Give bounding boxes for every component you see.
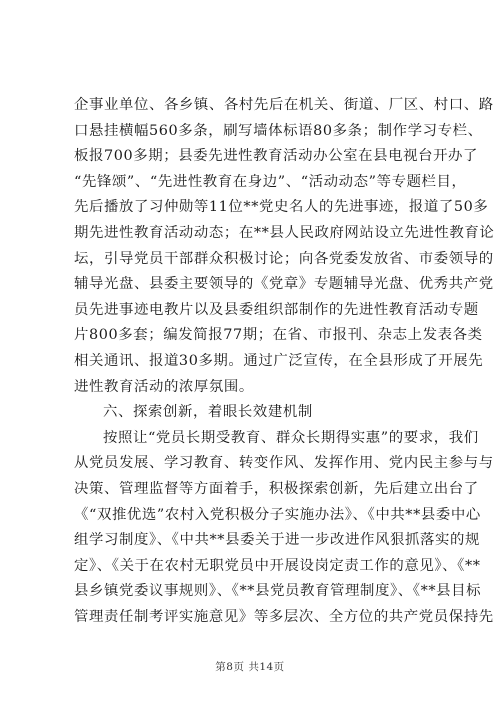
- paragraph-line: 《“双推优选”农村入党积极分子实施办法》、《中共**县委中心: [74, 506, 481, 523]
- paragraph-line: 组学习制度》、《中共**县委关于进一步改进作风狠抓落实的规: [74, 532, 480, 549]
- paragraph-line: 期先进性教育活动动态；在**县人民政府网站设立先进性教育论: [74, 224, 495, 241]
- page-number-footer: 第8页 共14页: [215, 661, 285, 673]
- paragraph-line: 板报700多期；县委先进性教育活动办公室在县电视台开办了: [74, 148, 479, 165]
- paragraph-line: “先锋颂”、“先进性教育在身边”、“活动动态”等专题栏目，: [74, 173, 467, 190]
- paragraph-line: 相关通讯、报道30多期。通过广泛宣传，在全县形成了开展先: [74, 352, 484, 369]
- section-heading: 六、探索创新，着眼长效建机制: [103, 404, 313, 421]
- paragraph-line: 县乡镇党委议事规则》、《**县党员教育管理制度》、《**县目标: [74, 583, 482, 600]
- paragraph-line: 管理责任制考评实施意见》等多层次、全方位的共产党员保持先: [74, 608, 494, 625]
- paragraph-line: 定》、《关于在农村无职党员中开展设岗定责工作的意见》、《**: [74, 557, 481, 574]
- paragraph-line: 坛，引导党员干部群众积极讨论；向各党委发放省、市委领导的: [74, 250, 494, 267]
- paragraph-line: 先后播放了习仲勋等11位**党史名人的先进事迹，报道了50多: [74, 199, 489, 216]
- paragraph-line: 企事业单位、各乡镇、各村先后在机关、街道、厂区、村口、路: [74, 97, 494, 113]
- paragraph-line: 进性教育活动的浓厚氛围。: [74, 378, 254, 395]
- paragraph-line: 口悬挂横幅560多条，刷写墙体标语80多条；制作学习专栏、: [74, 122, 483, 139]
- paragraph-line: 按照让“党员长期受教育、群众长期得实惠”的要求，我们: [103, 429, 479, 446]
- paragraph-line: 员先进事迹电教片以及县委组织部制作的先进性教育活动专题: [74, 301, 479, 318]
- document-body: [74, 93, 495, 630]
- paragraph-line: 从党员发展、学习教育、转变作风、发挥作用、党内民主参与与: [74, 455, 494, 472]
- paragraph-line: 辅导光盘、县委主要领导的《党章》专题辅导光盘、优秀共产党: [74, 276, 494, 293]
- paragraph-line: 决策、管理监督等方面着手，积极探索创新，先后建立出台了: [74, 480, 479, 497]
- paragraph-line: 片800多套；编发简报77期；在省、市报刊、杂志上发表各类: [74, 327, 483, 344]
